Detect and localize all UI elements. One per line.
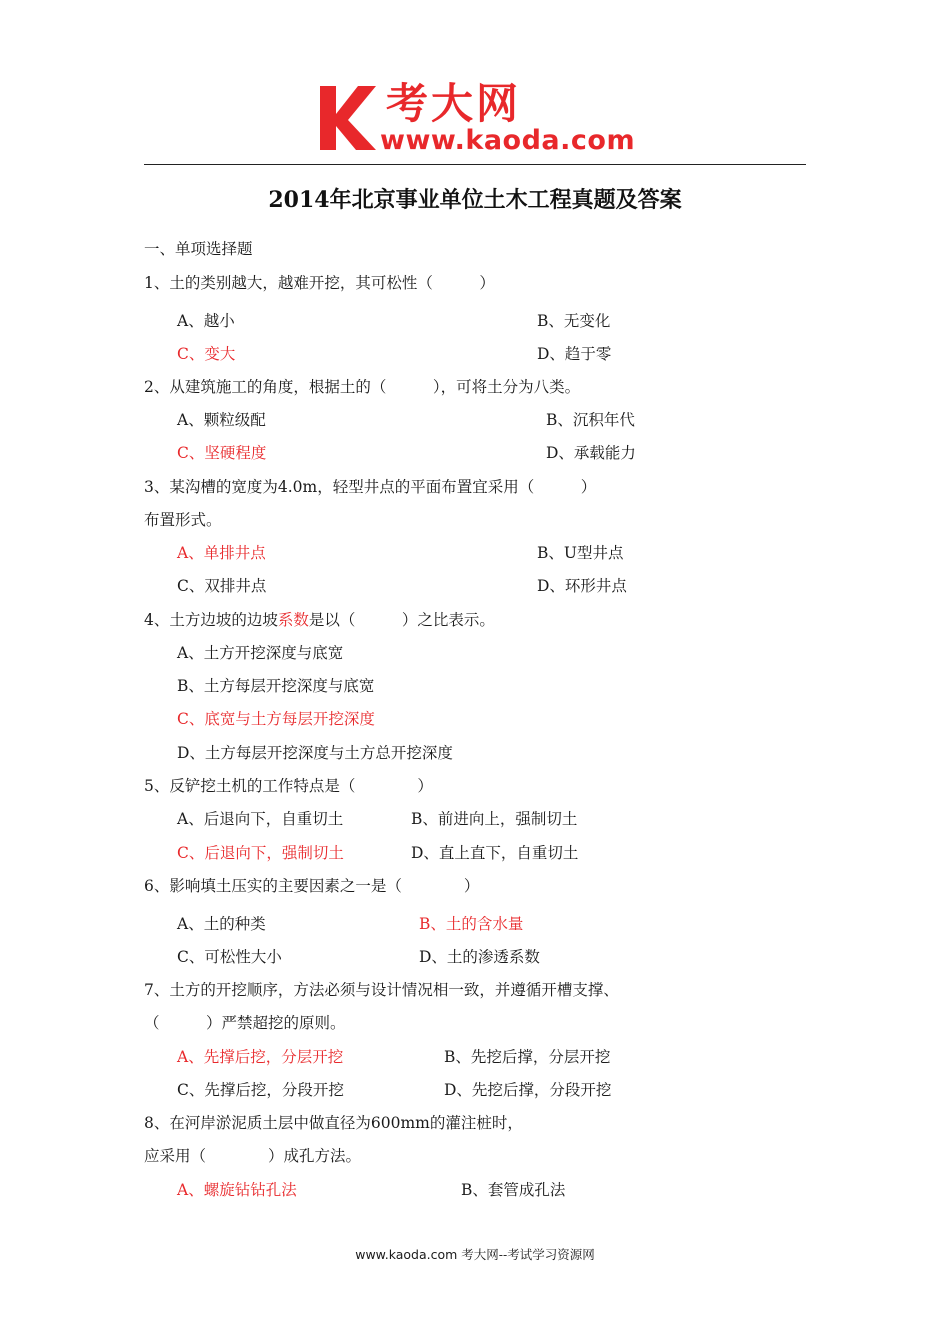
q6-option-b-answer: B、土的含水量 xyxy=(419,915,524,933)
q5-option-d: D、直上直下，自重切土 xyxy=(411,844,579,862)
q4-option-c-answer: C、底宽与土方每层开挖深度 xyxy=(177,710,375,728)
q6-option-a: A、土的种类 xyxy=(177,915,266,933)
q4-option-d: D、土方每层开挖深度与土方总开挖深度 xyxy=(177,744,453,762)
question-1-stem: 1、土的类别越大，越难开挖，其可松性（ ） xyxy=(144,274,495,292)
q4-stem-part1: 4、土方边坡的边坡 xyxy=(144,611,278,629)
q3-option-a-answer: A、单排井点 xyxy=(177,544,266,562)
question-6-stem: 6、影响填土压实的主要因素之一是（ ） xyxy=(144,877,480,895)
question-8-stem: 8、在河岸淤泥质土层中做直径为600mm的灌注桩时， xyxy=(144,1114,523,1132)
q2-option-a: A、颗粒级配 xyxy=(177,411,266,429)
q5-option-c-answer: C、后退向下，强制切土 xyxy=(177,844,344,862)
question-3-stem: 3、某沟槽的宽度为4.0m，轻型井点的平面布置宜采用（ ） xyxy=(144,478,597,496)
q2-option-d: D、承载能力 xyxy=(546,444,636,462)
q1-option-c-answer: C、变大 xyxy=(177,345,236,363)
q5-option-a: A、后退向下，自重切土 xyxy=(177,810,344,828)
question-8-stem-cont: 应采用（ ）成孔方法。 xyxy=(144,1147,362,1165)
q6-option-d: D、土的渗透系数 xyxy=(419,948,540,966)
footer-url[interactable]: www.kaoda.com xyxy=(355,1247,458,1262)
footer-text: 考大网--考试学习资源网 xyxy=(457,1247,595,1262)
q7-option-a-answer: A、先撑后挖，分层开挖 xyxy=(177,1048,344,1066)
header-divider xyxy=(144,164,806,165)
q8-option-b: B、套管成孔法 xyxy=(461,1181,566,1199)
k-logo-icon xyxy=(318,84,378,152)
q5-option-b: B、前进向上，强制切土 xyxy=(411,810,578,828)
q6-option-c: C、可松性大小 xyxy=(177,948,282,966)
question-3-stem-cont: 布置形式。 xyxy=(144,511,222,529)
question-7-stem-cont: （ ）严禁超挖的原则。 xyxy=(144,1014,346,1032)
q2-option-c-answer: C、坚硬程度 xyxy=(177,444,267,462)
q7-option-c: C、先撑后挖，分段开挖 xyxy=(177,1081,344,1099)
page-title: 2014年北京事业单位土木工程真题及答案 xyxy=(268,187,682,213)
q4-option-b: B、土方每层开挖深度与底宽 xyxy=(177,677,375,695)
question-5-stem: 5、反铲挖土机的工作特点是（ ） xyxy=(144,777,433,795)
question-7-stem: 7、土方的开挖顺序，方法必须与设计情况相一致，并遵循开槽支撑、 xyxy=(144,981,619,999)
q1-option-d: D、趋于零 xyxy=(537,345,612,363)
logo-url: www.kaoda.com xyxy=(380,125,636,156)
kaoda-logo xyxy=(318,80,648,160)
q7-option-d: D、先挖后撑，分段开挖 xyxy=(444,1081,612,1099)
logo-text: 考大网 xyxy=(386,79,522,128)
q3-option-b: B、U型井点 xyxy=(537,544,624,562)
question-2-stem: 2、从建筑施工的角度，根据土的（ ），可将土分为八类。 xyxy=(144,378,581,396)
q4-option-a: A、土方开挖深度与底宽 xyxy=(177,644,344,662)
q3-option-d: D、环形井点 xyxy=(537,577,627,595)
q1-option-a: A、越小 xyxy=(177,312,235,330)
q7-option-b: B、先挖后撑，分层开挖 xyxy=(444,1048,611,1066)
question-4-stem xyxy=(144,609,495,631)
q3-option-c: C、双排井点 xyxy=(177,577,267,595)
q1-option-b: B、无变化 xyxy=(537,312,611,330)
q2-option-b: B、沉积年代 xyxy=(546,411,635,429)
page-footer xyxy=(0,1246,950,1264)
q4-stem-highlight: 系数 xyxy=(277,611,309,629)
q4-stem-part2: 是以（ ）之比表示。 xyxy=(308,611,495,629)
section-heading: 一、单项选择题 xyxy=(144,240,253,258)
q8-option-a-answer: A、螺旋钻钻孔法 xyxy=(177,1181,297,1199)
